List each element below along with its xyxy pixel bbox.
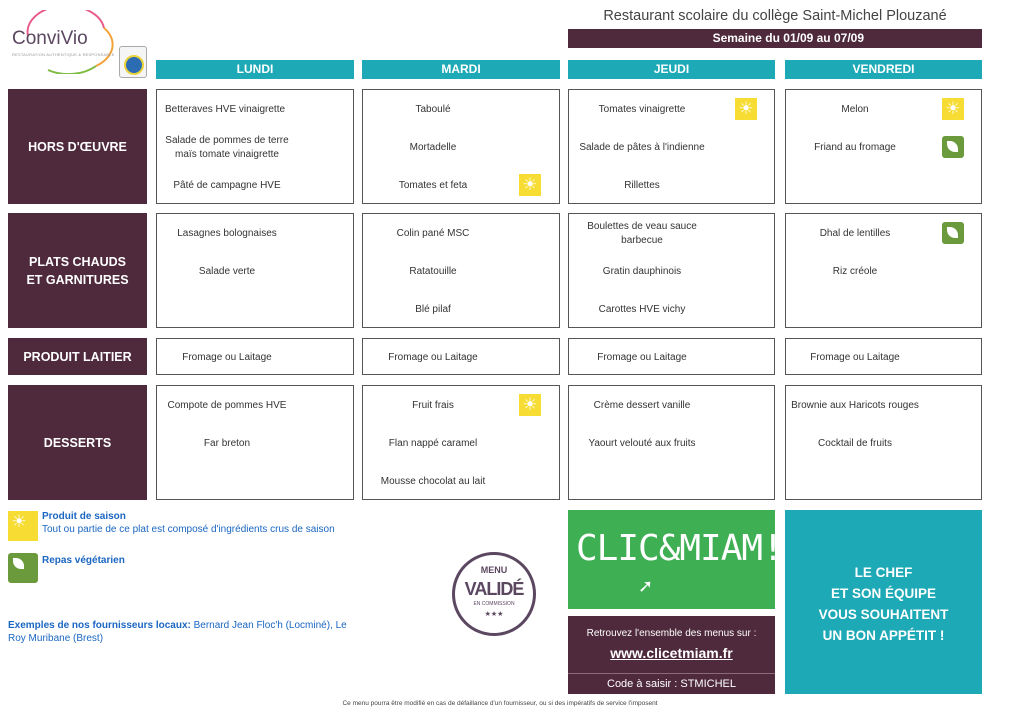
day-header-jeudi: JEUDI <box>568 60 775 79</box>
cell-vendredi-plats <box>785 213 982 328</box>
week-banner: Semaine du 01/09 au 07/09 <box>568 29 982 48</box>
dish: Brownie aux Haricots rouges <box>791 400 919 411</box>
cell-jeudi-plats <box>568 213 775 328</box>
dish: Flan nappé caramel <box>388 438 478 449</box>
dish: Tomates et feta <box>398 180 468 191</box>
cell-lundi-desserts <box>156 385 354 500</box>
dish: Betteraves HVE vinaigrette <box>164 104 286 115</box>
clicetmiam-link[interactable]: www.clicetmiam.fr <box>610 645 733 661</box>
suppliers-text: Exemples de nos fournisseurs locaux: Bernard Jean Floc'h (Locminé), Le Roy Muribane (Brest) <box>8 620 347 644</box>
access-code: Code à saisir : STMICHEL <box>568 673 775 690</box>
cell-mardi-hors-doeuvre <box>362 89 560 204</box>
day-header-mardi: MARDI <box>362 60 560 79</box>
footer-note: Ce menu pourra être modifié en cas de défaillance d'un fournisseur, ou si des impératifs de service l'imposent <box>342 700 658 707</box>
category-plats-chauds: PLATS CHAUDS ET GARNITURES <box>8 213 147 328</box>
dish: Taboulé <box>415 104 451 115</box>
vegetarian-leaf-icon <box>942 136 964 158</box>
category-produit-laitier: PRODUIT LAITIER <box>8 338 147 375</box>
category-desserts: DESSERTS <box>8 385 147 500</box>
cell-mardi-plats <box>362 213 560 328</box>
dish: Ratatouille <box>409 266 457 277</box>
season-sun-icon <box>519 394 541 416</box>
cell-vendredi-laitier <box>785 338 982 375</box>
cell-vendredi-desserts <box>785 385 982 500</box>
legend-sun-icon <box>8 511 38 541</box>
day-header-vendredi: VENDREDI <box>785 60 982 79</box>
dish: Salade verte <box>198 266 256 277</box>
logo-tagline: RESTAURATION AUTHENTIQUE & RESPONSABLE <box>12 52 115 57</box>
legend-season-title: Produit de saison <box>42 511 126 522</box>
dish: Gratin dauphinois <box>602 266 682 277</box>
cell-lundi-laitier <box>156 338 354 375</box>
certification-badge-icon <box>119 46 147 78</box>
dish: Fruit frais <box>412 400 454 411</box>
dish: Mousse chocolat au lait <box>380 476 486 487</box>
dish: Mortadelle <box>409 142 457 153</box>
clicetmiam-logo: CLIC&MIAM! <box>576 528 783 569</box>
dish: Cocktail de fruits <box>818 438 892 449</box>
dish: Pâté de campagne HVE <box>173 180 281 191</box>
dish: Far breton <box>203 438 251 449</box>
dish: Carottes HVE vichy <box>598 304 686 315</box>
season-sun-icon <box>942 98 964 120</box>
cell-lundi-hors-doeuvre <box>156 89 354 204</box>
category-hors-doeuvre: HORS D'ŒUVRE <box>8 89 147 204</box>
clicetmiam-banner[interactable] <box>568 510 783 609</box>
dish: Compote de pommes HVE <box>167 400 287 411</box>
dish: Dhal de lentilles <box>819 228 891 239</box>
legend-veg-title: Repas végétarien <box>42 555 125 566</box>
dish: Friand au fromage <box>814 142 896 153</box>
cell-lundi-plats <box>156 213 354 328</box>
vegetarian-leaf-icon <box>942 222 964 244</box>
dish: Yaourt velouté aux fruits <box>588 438 696 449</box>
dish: Riz créole <box>832 266 878 277</box>
retrouvez-text: Retrouvez l'ensemble des menus sur : <box>586 628 757 639</box>
dish: Colin pané MSC <box>396 228 470 239</box>
dish: Crème dessert vanille <box>593 400 691 411</box>
cell-mardi-laitier <box>362 338 560 375</box>
dish: Salade de pommes de terre <box>165 135 289 146</box>
menu-valide-stamp: MENU VALIDÉ EN COMMISSION ★★★ <box>452 552 536 636</box>
logo-name: ConviVio <box>12 28 88 49</box>
legend-leaf-icon <box>8 553 38 583</box>
clicetmiam-info <box>568 616 775 694</box>
dish: Fromage ou Laitage <box>597 352 687 363</box>
day-header-lundi: LUNDI <box>156 60 354 79</box>
cell-jeudi-laitier <box>568 338 775 375</box>
season-sun-icon <box>735 98 757 120</box>
dish: maïs tomate vinaigrette <box>175 149 279 160</box>
page-title: Restaurant scolaire du collège Saint-Michel Plouzané <box>603 8 947 24</box>
dish: Fromage ou Laitage <box>388 352 478 363</box>
convivio-logo <box>8 10 118 74</box>
dish: Boulettes de veau sauce <box>587 221 697 232</box>
dish: Blé pilaf <box>415 304 451 315</box>
dish: Melon <box>841 104 869 115</box>
dish: barbecue <box>621 235 663 246</box>
chef-message: LE CHEF ET SON ÉQUIPE VOUS SOUHAITENT UN BON APPÉTIT ! <box>785 510 982 694</box>
dish: Fromage ou Laitage <box>810 352 900 363</box>
season-sun-icon <box>519 174 541 196</box>
dish: Salade de pâtes à l'indienne <box>579 142 705 153</box>
cell-vendredi-hors-doeuvre <box>785 89 982 204</box>
cell-jeudi-hors-doeuvre <box>568 89 775 204</box>
dish: Lasagnes bolognaises <box>177 228 277 239</box>
dish: Rillettes <box>624 180 660 191</box>
cell-mardi-desserts <box>362 385 560 500</box>
dish: Tomates vinaigrette <box>598 104 686 115</box>
legend-season-desc: Tout ou partie de ce plat est composé d'ingrédients crus de saison <box>42 524 335 535</box>
cell-jeudi-desserts <box>568 385 775 500</box>
dish: Fromage ou Laitage <box>182 352 272 363</box>
cursor-icon: ➚ <box>638 576 654 596</box>
